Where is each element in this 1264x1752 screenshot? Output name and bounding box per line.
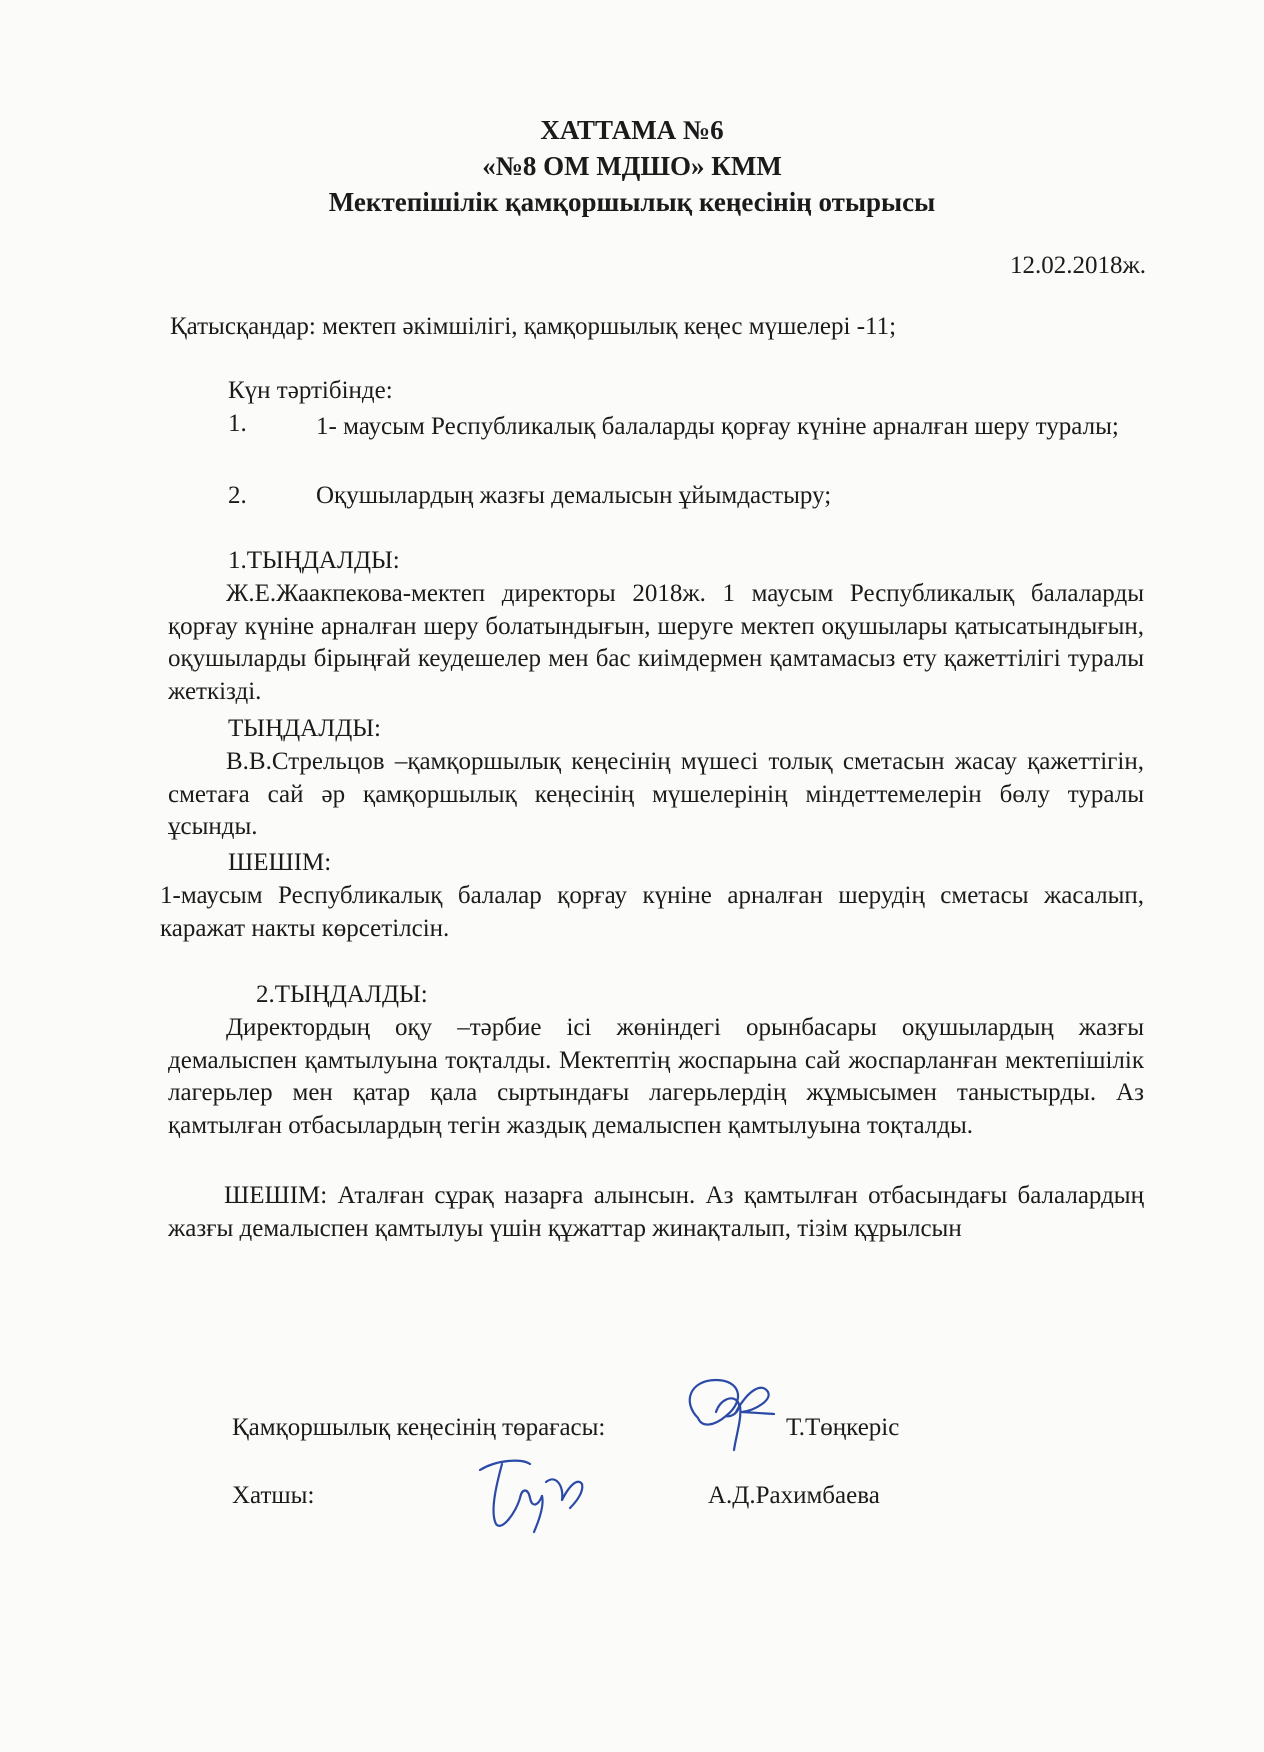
- document-date: 12.02.2018ж.: [1009, 252, 1146, 279]
- section1-decision-text: 1-маусым Республикалық балалар қорғау күніне арналған шерудің сметасы жасалып, каражат накты көрсетілсін.: [160, 882, 1144, 942]
- agenda-item-text: Оқушылардың жазғы демалысын ұйымдастыру;: [316, 482, 832, 509]
- agenda-item-number: 1.: [228, 410, 247, 437]
- section1-decision-heading: ШЕШІМ:: [228, 849, 332, 876]
- meeting-name: Мектепішілік қамқоршылық кеңесінің отырысы: [328, 187, 936, 217]
- section2-heard-text: Директордың оқу –тәрбие ісі жөніндегі орынбасары оқушылардың жазғы демалыспен қамтылуына тоқталды. Мектептің жоспарына сай жоспарланған мектепішілік лагерьлер мен қатар қала сыртындағы лагерьлердің жұмысымен таныстырды. Аз қамтылған отбасылардың тегін жаздық демалыспен қамтылуына тоқталды.: [168, 1014, 1144, 1139]
- section1-heard2-heading: ТЫҢДАЛДЫ:: [228, 715, 381, 742]
- chair-signature: [676, 1372, 780, 1456]
- agenda-heading: Күн тәртібінде:: [228, 377, 393, 404]
- agenda-item-number: 2.: [228, 482, 247, 509]
- secretary-name: А.Д.Рахимбаева: [708, 1482, 880, 1509]
- chair-name: Т.Төңкеріс: [786, 1414, 900, 1441]
- organization-name: «№8 ОМ МДШО» КММ: [482, 151, 782, 181]
- agenda-item-text: 1- маусым Республикалық балаларды қорғау күніне арналған шеру туралы;: [316, 413, 1119, 440]
- secretary-label: Хатшы:: [232, 1482, 315, 1509]
- section2-heard-heading: 2.ТЫҢДАЛДЫ:: [256, 981, 428, 1008]
- section1-heard-text: Ж.Е.Жаакпекова-мектеп директоры 2018ж. 1 маусым Республикалық балаларды қорғау күніне арналған шеру болатындығын, шеруге мектеп оқушылары қатысатындығын, оқушыларды бірыңғай кеудешелер мен бас киімдермен қамтамасыз ету қажеттілігі туралы жеткізді.: [168, 580, 1144, 705]
- section2-decision-text: ШЕШІМ: Аталған сұрақ назарға алынсын. Аз қамтылған отбасындағы балалардың жазғы демалыспен қамтылуы үшін құжаттар жинақталып, тізім құрылсын: [168, 1182, 1144, 1242]
- secretary-signature: [466, 1452, 588, 1544]
- document-title: ХАТТАМА №6: [540, 115, 724, 145]
- section1-heard-heading: 1.ТЫҢДАЛДЫ:: [228, 547, 400, 574]
- section1-heard2-text: В.В.Стрельцов –қамқоршылық кеңесінің мүшесі толық сметасын жасау қажеттігін, сметаға сай әр қамқоршылық кеңесінің мүшелерінің міндеттемелерін бөлу туралы ұсынды.: [168, 748, 1144, 840]
- attendees: Қатысқандар: мектеп әкімшілігі, қамқоршылық кеңес мүшелері -11;: [170, 313, 897, 340]
- chair-label: Қамқоршылық кеңесінің төрағасы:: [232, 1414, 606, 1441]
